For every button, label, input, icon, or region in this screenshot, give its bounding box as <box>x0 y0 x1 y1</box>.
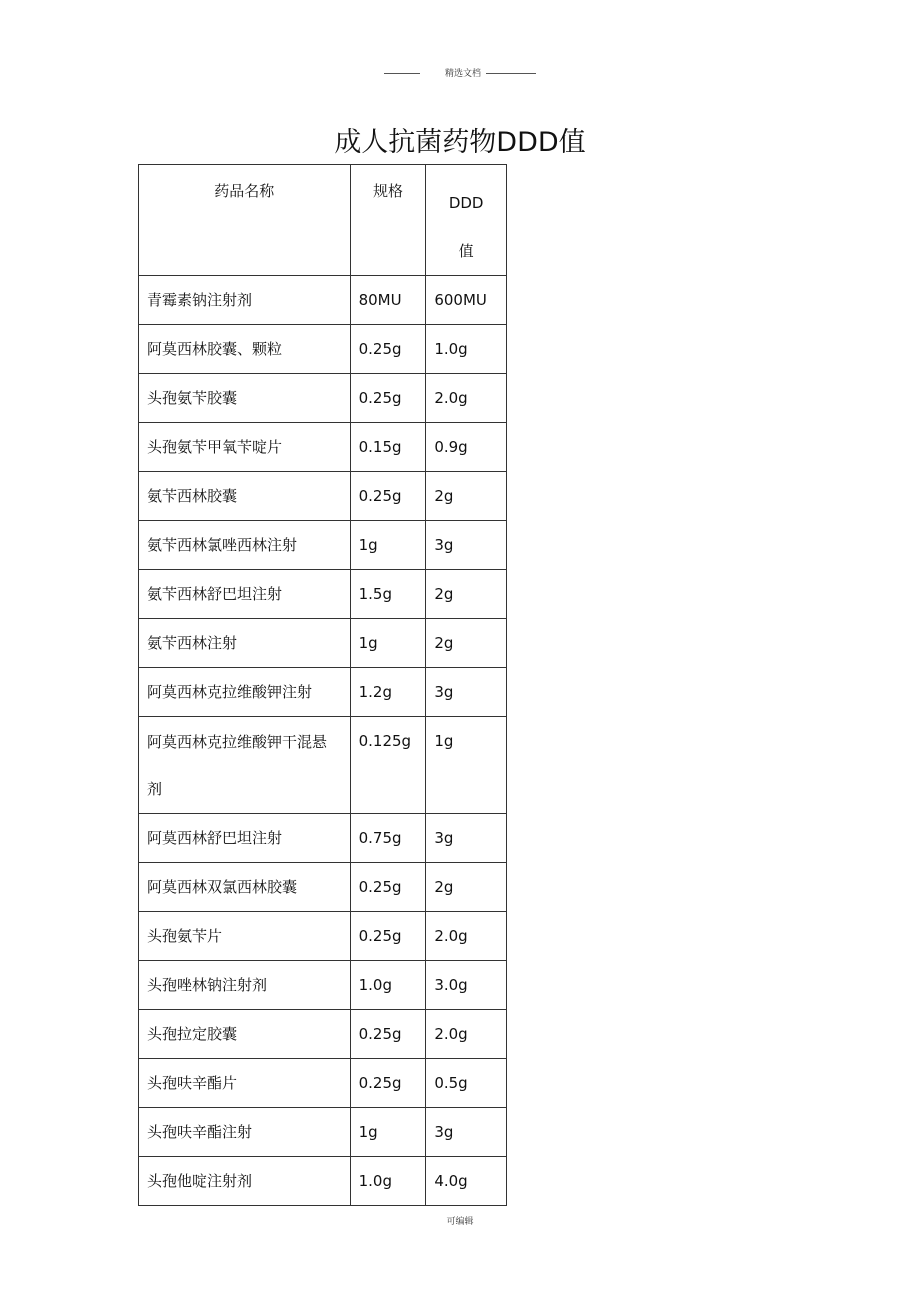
cell-ddd: 4.0g <box>426 1157 507 1206</box>
cell-spec: 1g <box>350 1108 426 1157</box>
cell-spec: 0.75g <box>350 814 426 863</box>
cell-ddd: 3g <box>426 1108 507 1157</box>
cell-ddd: 1g <box>426 717 507 814</box>
cell-spec: 1.2g <box>350 668 426 717</box>
cell-drug-name: 头孢氨苄片 <box>139 912 351 961</box>
cell-drug-name: 阿莫西林双氯西林胶囊 <box>139 863 351 912</box>
table-row <box>139 472 507 521</box>
cell-drug-name: 头孢呋辛酯注射 <box>139 1108 351 1157</box>
table-row <box>139 863 507 912</box>
cell-drug-name: 氨苄西林氯唑西林注射 <box>139 521 351 570</box>
cell-spec: 0.25g <box>350 1010 426 1059</box>
cell-ddd: 2.0g <box>426 374 507 423</box>
cell-drug-name: 氨苄西林胶囊 <box>139 472 351 521</box>
cell-ddd: 3g <box>426 814 507 863</box>
table-row <box>139 1059 507 1108</box>
cell-ddd: 2.0g <box>426 912 507 961</box>
cell-spec: 1.5g <box>350 570 426 619</box>
cell-spec: 1.0g <box>350 1157 426 1206</box>
table-row <box>139 276 507 325</box>
cell-ddd: 2g <box>426 570 507 619</box>
table-row <box>139 325 507 374</box>
cell-spec: 0.25g <box>350 912 426 961</box>
cell-ddd: 0.5g <box>426 1059 507 1108</box>
cell-ddd: 3g <box>426 668 507 717</box>
table-row <box>139 521 507 570</box>
table-row <box>139 1108 507 1157</box>
cell-spec: 0.15g <box>350 423 426 472</box>
header-text: 精选文档 <box>444 69 481 79</box>
table-row <box>139 570 507 619</box>
cell-drug-name: 头孢氨苄甲氧苄啶片 <box>139 423 351 472</box>
table-body <box>139 276 507 1206</box>
table-row <box>139 961 507 1010</box>
table-row <box>139 668 507 717</box>
column-header-ddd: DDD值 <box>426 165 507 276</box>
cell-ddd: 2g <box>426 619 507 668</box>
table-row <box>139 717 507 814</box>
cell-ddd: 600MU <box>426 276 507 325</box>
cell-spec: 0.125g <box>350 717 426 814</box>
cell-drug-name: 氨苄西林舒巴坦注射 <box>139 570 351 619</box>
cell-spec: 0.25g <box>350 374 426 423</box>
cell-spec: 0.25g <box>350 1059 426 1108</box>
cell-ddd: 2g <box>426 472 507 521</box>
page-header <box>0 66 920 79</box>
cell-drug-name: 阿莫西林舒巴坦注射 <box>139 814 351 863</box>
cell-spec: 1g <box>350 521 426 570</box>
table-row <box>139 814 507 863</box>
cell-drug-name: 阿莫西林克拉维酸钾干混悬剂 <box>139 717 351 814</box>
cell-spec: 1.0g <box>350 961 426 1010</box>
page-footer: 可编辑 <box>446 1217 474 1227</box>
cell-ddd: 0.9g <box>426 423 507 472</box>
table-row <box>139 1157 507 1206</box>
cell-ddd: 2.0g <box>426 1010 507 1059</box>
column-header-spec: 规格 <box>350 165 426 276</box>
cell-spec: 0.25g <box>350 863 426 912</box>
cell-drug-name: 头孢拉定胶囊 <box>139 1010 351 1059</box>
cell-drug-name: 氨苄西林注射 <box>139 619 351 668</box>
document-title: 成人抗菌药物DDD值 <box>334 127 586 158</box>
cell-drug-name: 阿莫西林克拉维酸钾注射 <box>139 668 351 717</box>
cell-spec: 0.25g <box>350 472 426 521</box>
cell-ddd: 3.0g <box>426 961 507 1010</box>
table-header-row <box>139 165 507 276</box>
cell-ddd: 1.0g <box>426 325 507 374</box>
cell-ddd: 2g <box>426 863 507 912</box>
table-row <box>139 619 507 668</box>
column-header-name: 药品名称 <box>139 165 351 276</box>
table-row <box>139 423 507 472</box>
table-row <box>139 912 507 961</box>
cell-spec: 80MU <box>350 276 426 325</box>
cell-drug-name: 头孢氨苄胶囊 <box>139 374 351 423</box>
cell-ddd: 3g <box>426 521 507 570</box>
cell-drug-name: 青霉素钠注射剂 <box>139 276 351 325</box>
header-dash-left <box>384 73 420 74</box>
table-row <box>139 374 507 423</box>
cell-drug-name: 头孢他啶注射剂 <box>139 1157 351 1206</box>
cell-drug-name: 头孢呋辛酯片 <box>139 1059 351 1108</box>
table-row <box>139 1010 507 1059</box>
ddd-table <box>138 164 507 1206</box>
header-dash-right <box>486 73 536 74</box>
cell-spec: 0.25g <box>350 325 426 374</box>
cell-drug-name: 阿莫西林胶囊、颗粒 <box>139 325 351 374</box>
cell-drug-name: 头孢唑林钠注射剂 <box>139 961 351 1010</box>
cell-spec: 1g <box>350 619 426 668</box>
